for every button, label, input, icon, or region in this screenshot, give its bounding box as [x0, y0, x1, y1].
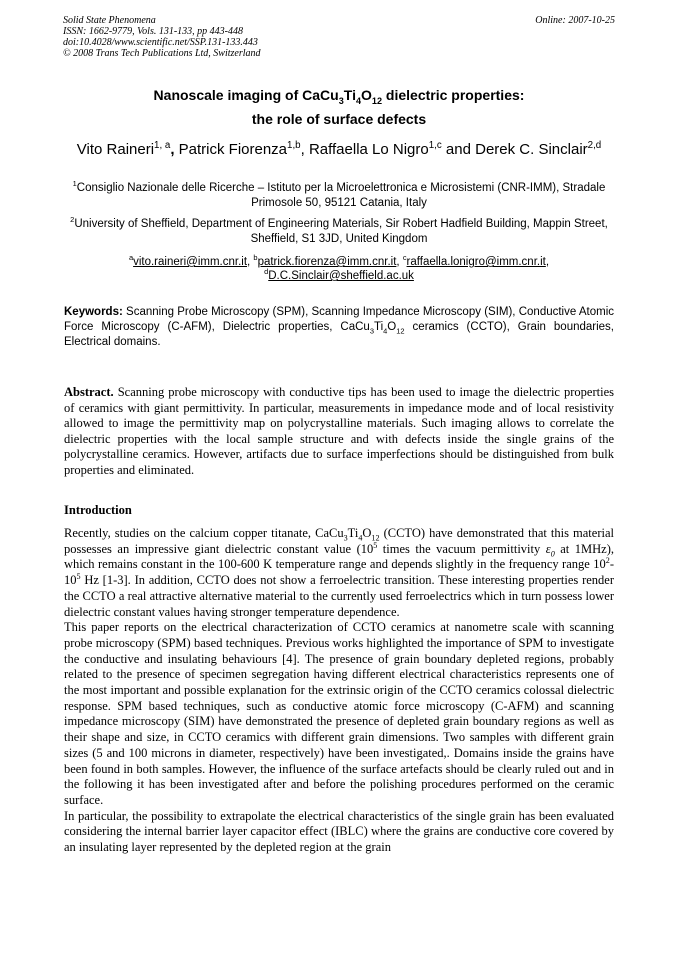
author-list: Vito Raineri$^{1, a}$, Patrick Fiorenza$^{1,b}$, Raffaella Lo Nigro$^{1,c}$ and Derek C. Sinclair$^{2,d}$ — [76, 140, 602, 158]
doi-line: doi:10.4028/www.scientific.net/SSP.131-133.443 — [63, 37, 258, 48]
section-heading-introduction: Introduction — [64, 503, 132, 517]
keywords-label: Keywords: — [64, 306, 123, 318]
keywords: Keywords: Scanning Probe Microscopy (SPM), Scanning Impedance Microscopy (SIM), Conductive Atomic Force Microscopy (C-AFM), Dielectric properties, $CaCu_3Ti_4O_{12}$ ceramics (CCTO), Grain boundaries, Electrical domains. — [64, 306, 615, 348]
email-list: $^a$vito.raineri@imm.cnr.it, $^b$patrick.fiorenza@imm.cnr.it, $^c$raffaella.lonigro@imm.cnr.it, $^d$D.C.Sinclair@sheffield.ac.uk — [128, 253, 550, 282]
journal-header — [63, 15, 261, 59]
author-name: Vito Raineri — [76, 141, 155, 158]
journal-name: Solid State Phenomena — [63, 15, 156, 26]
author-name: and Derek C. Sinclair — [445, 141, 588, 158]
introduction-body — [64, 526, 614, 856]
affiliation-1: $^1$Consiglio Nazionale delle Ricerche – Istituto per la Microelettronica e Microsistemi (CNR-IMM), Stradale Primosole 50, 95121 Catania, Italy — [72, 179, 606, 209]
email-link[interactable]: vito.raineri@imm.cnr.it — [133, 256, 248, 268]
email-link[interactable]: D.C.Sinclair@sheffield.ac.uk — [268, 270, 414, 282]
paragraph: Recently, studies on the calcium copper titanate, $CaCu_3Ti_4O_{12}$ (CCTO) have demonstrated that this material possesses an impressive giant dielectric constant value ($10^5$ times the vacuum permittivity $\varepsilon_0$ at 1MHz), which remains constant in the 100-600 K temperature range and depends slightly in the frequency range $10^2-10^5$ Hz [1-3]. In addition, CCTO does not show a ferroelectric transition. These interesting properties render the CCTO a real attractive alternative material to the currently used ferroelectrics which in turn possess lower dielectric constant values having stronger temperature dependence. — [64, 526, 614, 619]
email-link[interactable]: patrick.fiorenza@imm.cnr.it — [257, 256, 397, 268]
paragraph: This paper reports on the electrical characterization of CCTO ceramics at nanometre scale with scanning probe microscopy (SPM) based techniques. Previous works highlighted the importance of SPM to investigate the conductive and insulating behaviours [4]. The presence of grain boundary depleted regions, probably related to the presence of specimen segregation having different electrical characteristics represents one of the most important and possible explanation for the extrinsic origin of the CCTO ceramics colossal dielectric response. SPM based techniques, such as conductive atomic force microscopy (C-AFM) and scanning impedance microscopy (SIM) have demonstrated the presence of depleted grain boundary regions as well as their shape and size, in CCTO ceramics with different grain dimensions. Two samples with different grain sizes (5 and 100 microns in diameter, respectively) have been investigated,. Domains inside the grains have been found in both samples. However, the influence of the surface artefacts should be clearly ruled out and in the following it has been investigated after and before the polishing procedures performed on the ceramic surface. — [64, 620, 614, 807]
abstract — [64, 385, 614, 478]
abstract-label: Abstract. — [64, 385, 114, 399]
online-date: Online: 2007-10-25 — [535, 15, 615, 26]
title-line-1: Nanoscale imaging of $CaCu_3Ti_4O_{12}$ dielectric properties: — [153, 87, 525, 106]
author-name: Raffaella Lo Nigro — [308, 141, 429, 158]
title-line-2: the role of surface defects — [251, 111, 427, 127]
issn-line: ISSN: 1662-9779, Vols. 131-133, pp 443-448 — [63, 26, 243, 37]
abstract-text: Scanning probe microscopy with conductive tips has been used to image the dielectric properties of ceramics with giant permittivity. In particular, measurements in impedance mode and of local resistivity allowed to image the permittivity map on polycrystalline materials. Such imaging allows to correlate the dielectric properties with the local sample structure and with defects inside the single grains of the polycrystalline ceramics. However, artifacts due to surface imperfections should be distinguished from bulk properties and eliminated. — [64, 385, 614, 477]
author-name: Patrick Fiorenza — [178, 141, 288, 158]
paper-title — [60, 83, 618, 131]
affiliation-2: $^2$University of Sheffield, Department of Engineering Materials, Sir Robert Hadfield Building, Mappin Street, Sheffield, S1 3JD, United Kingdom — [70, 215, 608, 245]
email-link[interactable]: raffaella.lonigro@imm.cnr.it — [406, 256, 546, 268]
copyright-line: © 2008 Trans Tech Publications Ltd, Switzerland — [63, 48, 261, 59]
paragraph: In particular, the possibility to extrapolate the electrical characteristics of the single grain has been evaluated considering the internal barrier layer capacitor effect (IBLC) where the grains are conductive core covered by an insulating layer represented by the depleted region at the grain — [64, 808, 614, 855]
